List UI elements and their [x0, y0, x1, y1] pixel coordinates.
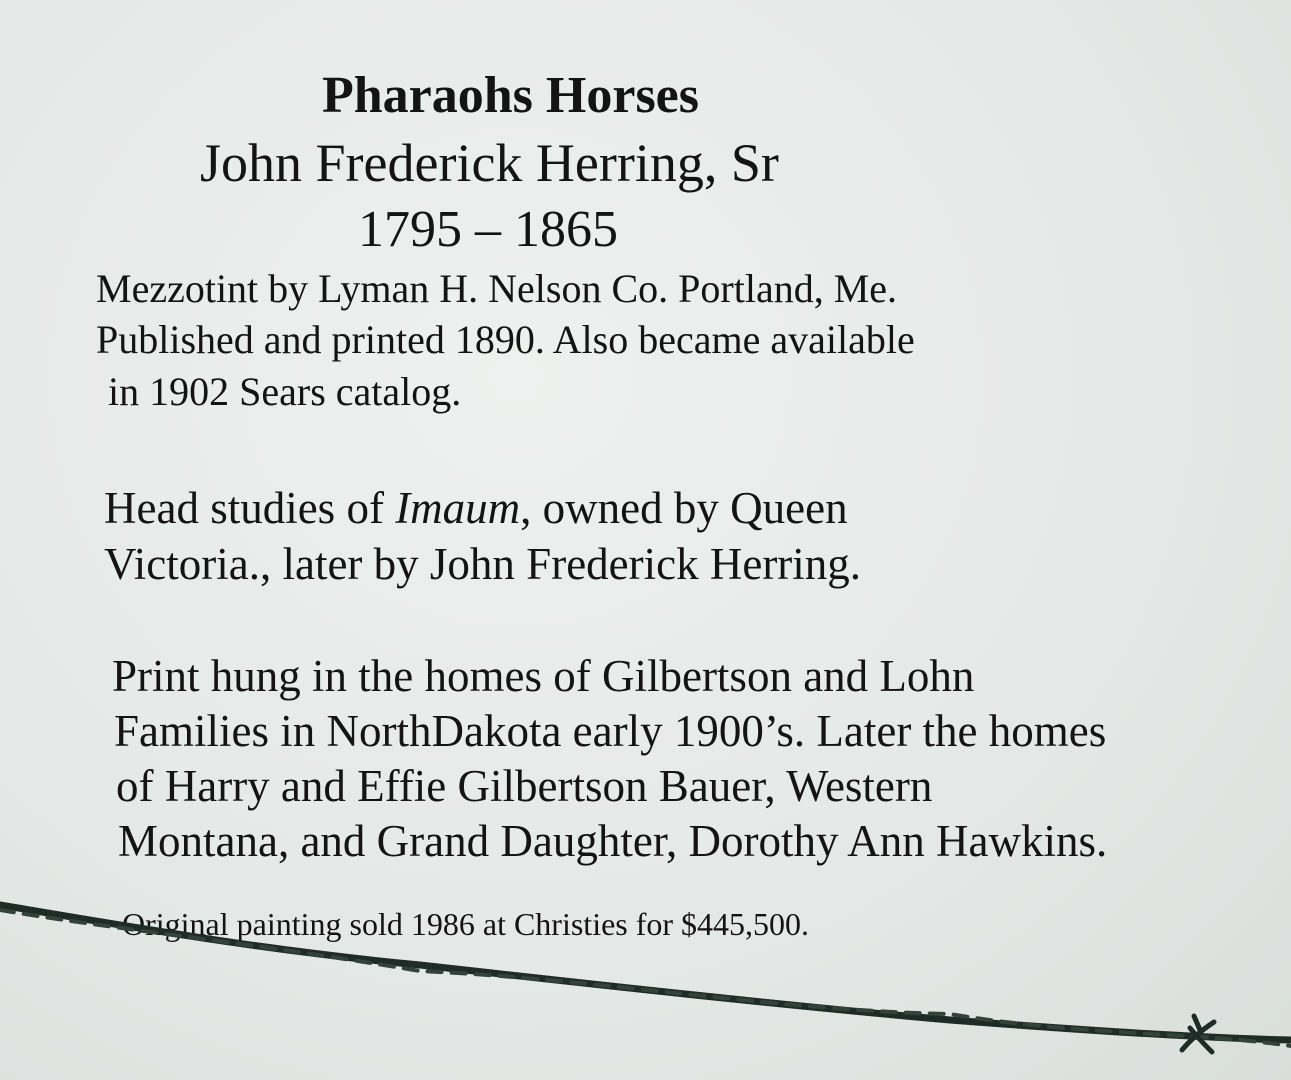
- artist-name: John Frederick Herring, Sr: [200, 133, 779, 193]
- subject-text-before: Head studies of: [104, 483, 396, 533]
- artist-dates: 1795 – 1865: [358, 201, 618, 258]
- subject-line-2: Victoria., later by John Frederick Herring.: [104, 539, 862, 589]
- provenance-line-4: Montana, and Grand Daughter, Dorothy Ann Hawkins.: [118, 816, 1108, 866]
- print-info-line-3: in 1902 Sears catalog.: [108, 369, 462, 414]
- wire-barb: [1182, 1016, 1214, 1052]
- provenance-line-2: Families in NorthDakota early 1900’s. Later the homes: [114, 706, 1107, 756]
- artwork-title: Pharaohs Horses: [322, 67, 699, 124]
- horse-name: Imaum: [395, 483, 521, 533]
- subject-line-1: [104, 482, 848, 534]
- sale-note: Original painting sold 1986 at Christies for $445,500.: [122, 906, 810, 942]
- print-info-line-2: Published and printed 1890. Also became available: [96, 317, 915, 362]
- subject-text-after: , owned by Queen: [520, 483, 848, 533]
- provenance-line-1: Print hung in the homes of Gilbertson and Lohn: [112, 651, 975, 701]
- provenance-line-3: of Harry and Effie Gilbertson Bauer, Western: [116, 761, 933, 811]
- print-info-line-1: Mezzotint by Lyman H. Nelson Co. Portland, Me.: [96, 266, 898, 311]
